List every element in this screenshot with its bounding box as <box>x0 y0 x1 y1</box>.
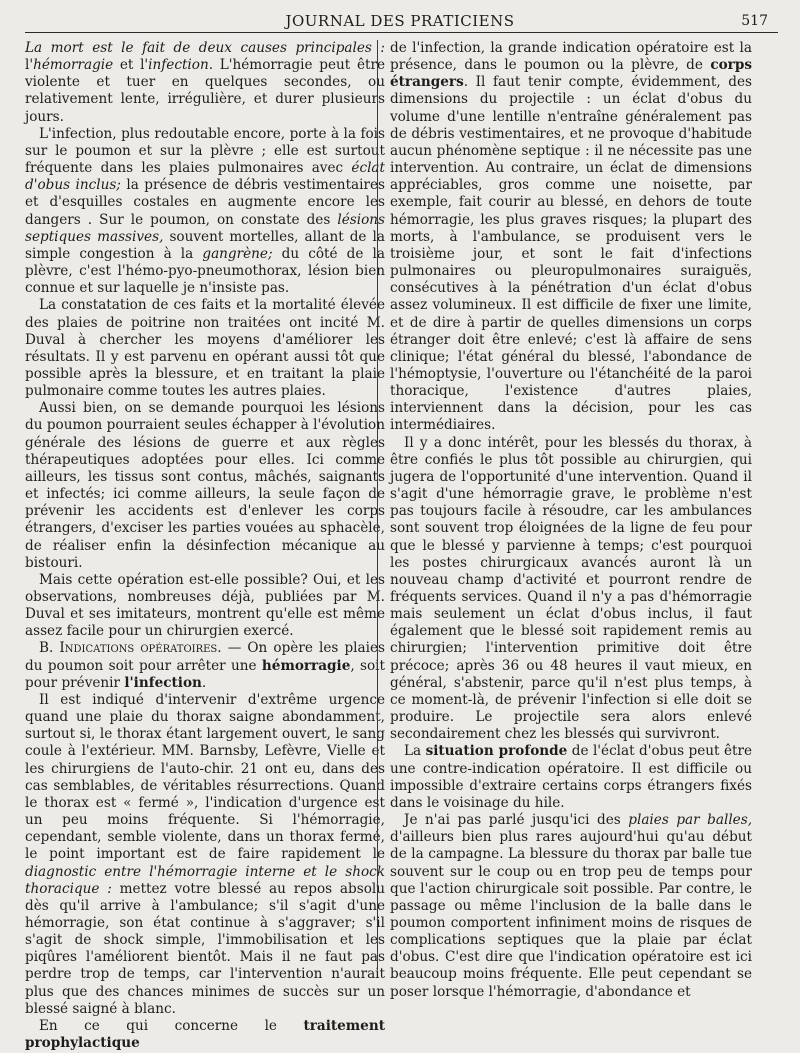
running-header <box>0 4 800 32</box>
text-run: souvent mortelles, allant de la simple congestion à la <box>25 228 385 262</box>
paragraph <box>25 640 385 691</box>
text-run: . <box>201 674 207 691</box>
text-run: , soit pour prévenir <box>25 657 385 691</box>
right-column <box>390 40 752 1001</box>
paragraph <box>390 40 752 435</box>
text-run: Je n'ai pas parlé jusqu'ici des <box>404 812 629 829</box>
text-run: et l' <box>113 57 149 74</box>
text-run: éclat d'obus inclus; <box>25 160 385 194</box>
text-run: traitement prophylactique <box>25 1017 385 1052</box>
text-run: Mais cette opération est-elle possible? Oui, et les observations, nombreuses déjà, publiées par M. Duval et ses imitateurs, montrent qu'elle est même assez facile pour un chirurgien exercé. <box>25 571 385 640</box>
journal-title: JOURNAL DES PRATICIENS <box>285 12 515 30</box>
text-run: d'ailleurs bien plus rares aujourd'hui qu'au début de la campagne. La blessure du thorax par balle tue souvent sur le coup ou en trop peu de temps pour que l'action chirurgicale soit possible. Par contre, le passage ou même l'inclusion de la balle dans le poumon comportent infiniment moins de risques de complications septiques que la plaie par éclat d'obus. C'est dire que l'indication opératoire est ici beaucoup moins fréquente. Elle peut cependant se poser lorsque l'hémorragie, d'abondance et <box>390 829 752 1000</box>
header-rule <box>25 32 778 33</box>
text-run: L'infection, plus redoutable encore, porte à la fois sur le poumon et sur la plèvre ; elle est surtout fréquente dans les plaies pulmonaires avec <box>25 125 385 177</box>
text-run: Indications opératoires <box>59 640 218 657</box>
paragraph <box>25 1018 385 1052</box>
text-run: infection <box>148 57 209 74</box>
text-run: En ce qui concerne le <box>39 1017 304 1034</box>
text-run: Il y a donc intérêt, pour les blessés du thorax, à être confiés le plus tôt possible au chirurgien, qui jugera de l'opportunité d'une intervention. Quand il s'agit d'une hémorragie grave, le problème n'est pas toujours facile à résoudre, car les ambulances sont souvent trop éloignées de la ligne de feu pour que le blessé y parvienne à temps; c'est pourquoi les postes chirurgicaux avancés auront là un nouveau champ d'activité et pourront rendre de fréquents services. Quand il n'y a pas d'hémorragie mais seulement un éclat d'obus inclus, il faut également que le blessé soit rapidement remis au chirurgien; l'intervention primitive doit être précoce; après 36 ou 48 heures il vaut mieux, en général, s'abstenir, parce qu'il n'est plus temps, à ce moment-là, de prévenir l'infection si elle doit se produire. Le projectile sera alors enlevé secondairement chez les blessés qui survivront. <box>390 434 752 743</box>
text-run: B. <box>39 640 60 657</box>
text-run: mettez votre blessé au repos absolu dès qu'il arrive à l'ambulance; s'il s'agit d'une hémorragie, son état continue à s'aggraver; s'il s'agit de shock simple, l'immobilisation et les piqûres l'améliorent bientôt. Mais il ne faut pas perdre trop de temps, car l'intervention n'aurait plus que des chances minimes de succès sur un blessé saigné à blanc. <box>25 880 385 1017</box>
text-run: La constatation de ces faits et la mortalité élevée des plaies de poitrine non traitées ont incité M. Duval à chercher les moyens d'améliorer les résultats. Il y est parvenu en opérant aussi tôt que possible après la blessure, et en traitant la plaie pulmonaire comme toutes les autres plaies. <box>25 297 385 400</box>
text-run: situation profonde <box>425 743 568 760</box>
paragraph <box>390 743 752 812</box>
text-run: Aussi bien, on se demande pourquoi les lésions du poumon pourraient seules échapper à l'évolution générale des lésions de guerre et aux règles thérapeutiques adoptées pour elles. Ici comme ailleurs, les tissus sont contus, mâchés, saignants et infectés; ici comme ailleurs, la seule façon de prévenir les accidents est d'enlever les corps étrangers, d'exciser les parties vouées au sphacèle, de réaliser enfin la désinfection mécanique au bistouri. <box>25 400 385 571</box>
column-divider <box>377 40 378 970</box>
paragraph <box>390 435 752 744</box>
text-run: l'infection <box>124 674 202 691</box>
text-run: hémorragie <box>33 57 114 74</box>
text-run: hémorragie <box>261 657 351 674</box>
text-run: diagnostic entre l'hémorragie interne et le shock thoracique : <box>25 863 385 897</box>
text-run: . L'hémorragie peut être violente et tuer en quelques secondes, ou relativement lente, irrégulière, et durer plusieurs jours. <box>25 57 385 125</box>
text-run: gangrène; <box>202 245 273 262</box>
paragraph <box>25 126 385 298</box>
text-run: Il est indiqué d'intervenir d'extrême urgence quand une plaie du thorax saigne abondamment, surtout si, le thorax étant largement ouvert, le sang coule à l'extérieur. MM. Barnsby, Lefèvre, Vielle et les chirurgiens de l'auto-chir. 21 ont eu, dans des cas semblables, de véritables résurrections. Quand le thorax est « fermé », l'indication d'urgence est un peu moins fréquente. Si l'hémorragie, cependant, semble violente, dans un thorax fermé, le point important est de faire rapidement le <box>25 691 385 863</box>
text-run: La mort est le fait de deux causes principales : <box>25 40 385 56</box>
paragraph <box>25 692 385 1018</box>
page-number: 517 <box>741 13 768 29</box>
text-run: de l'éclat d'obus peut être une contre-indication opératoire. Il est difficile ou impossible d'extraire certains corps étrangers fixés dans le voisinage du hile. <box>390 743 752 811</box>
text-run: de l'infection, la grande indication opératoire est la présence, dans le poumon ou la plèvre, de <box>390 40 752 74</box>
text-run: lésions septiques massives, <box>25 211 385 245</box>
paragraph <box>25 297 385 400</box>
paragraph <box>390 812 752 1001</box>
left-column <box>25 40 385 1052</box>
text-run: la présence de débris vestimentaires et d'esquilles costales en augmente encore les dangers . Sur le poumon, on constate des <box>25 177 385 228</box>
text-run: l' <box>25 57 34 74</box>
text-run: corps étrangers <box>390 57 752 91</box>
text-run: . — On opère les plaies du poumon soit pour arrêter une <box>25 640 385 674</box>
paragraph <box>25 40 385 126</box>
text-run: La <box>404 743 426 760</box>
text-run: . Il faut tenir compte, évidemment, des dimensions du projectile : un éclat d'obus du volume d'une lentille n'entraîne généralement pas de débris vestimentaires, et ne provoque d'habitude aucun phénomène septique : il ne nécessite pas une intervention. Au contraire, un éclat de dimensions appréciables, gros comme une noisette, par exemple, fait courir au blessé, en dehors de toute hémorragie, les plus graves risques; la plupart des morts, à l'ambulance, se produisent vers le troisième jour, et sont le fait d'infections pulmonaires ou pleuropulmonaires suraiguës, consécutives à la pénétration d'un éclat d'obus assez volumineux. Il est difficile de fixer une limite, et de dire à partir de quelles dimensions un corps étranger doit être enlevé; c'est là affaire de sens clinique; l'état général du blessé, l'abondance de l'hémoptysie, l'ouverture ou l'étanchéité de la paroi thoracique, l'existence d'autres plaies, interviennent dans la décision, pour les cas intermédiaires. <box>390 74 752 434</box>
text-run: plaies par balles, <box>628 812 753 829</box>
text-run: du côté de la plèvre, c'est l'hémo-pyo-pneumothorax, lésion bien connue et sur laquelle je n'insiste pas. <box>25 245 385 297</box>
paragraph <box>25 400 385 572</box>
paragraph <box>25 572 385 641</box>
